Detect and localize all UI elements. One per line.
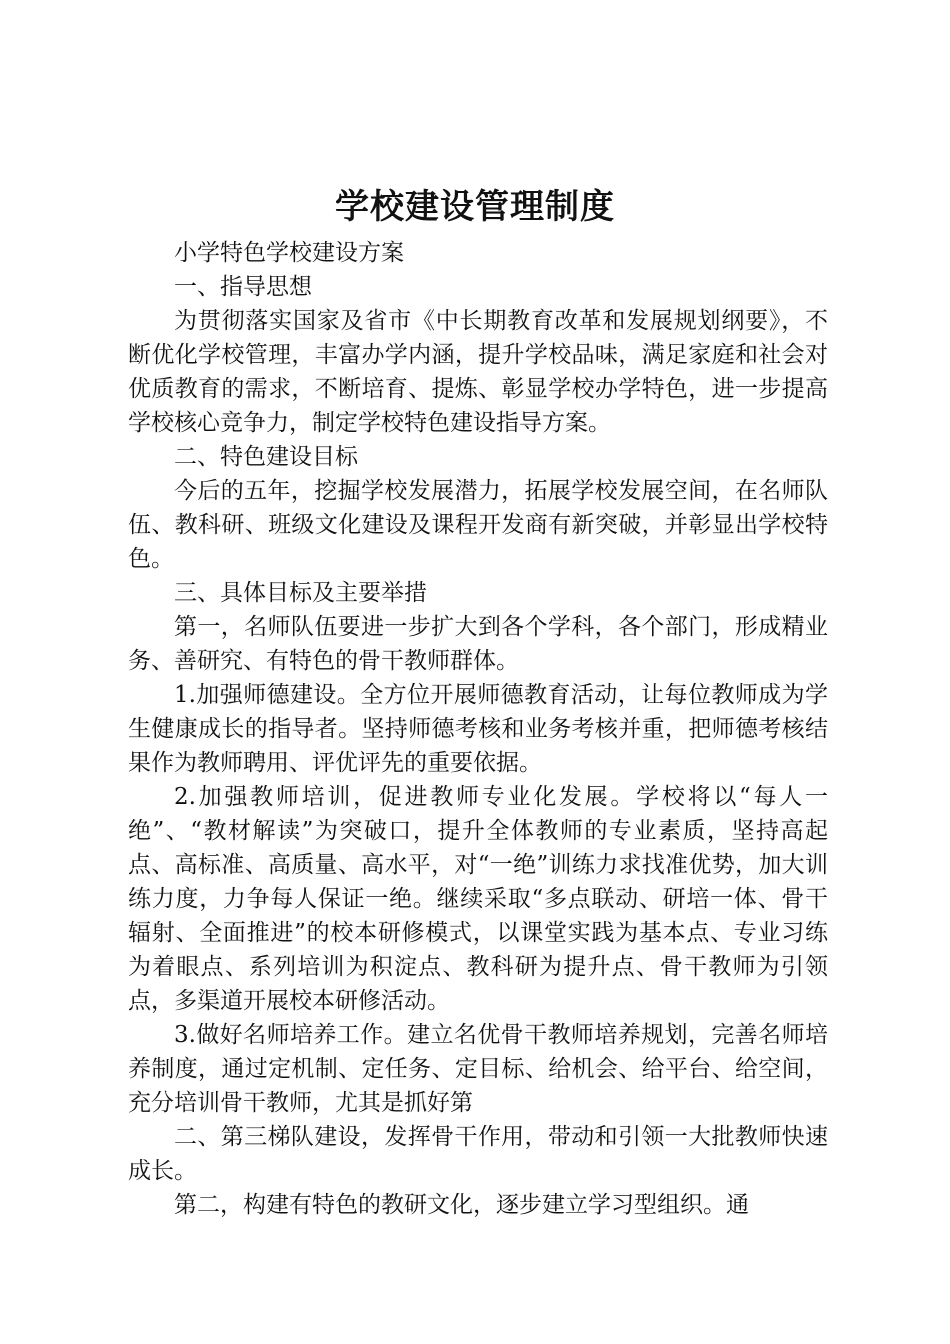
paragraph-item-1: 1.加强师德建设。全方位开展师德教育活动，让每位教师成为学生健康成长的指导者。坚持师德考核和业务考核并重，把师德考核结果作为教师聘用、评优评先的重要依据。: [128, 682, 828, 776]
paragraph-second-measure: 第二，构建有特色的教研文化，逐步建立学习型组织。通: [174, 1192, 749, 1218]
section-heading-goals: 二、特色建设目标: [174, 444, 358, 470]
paragraph-goals: 今后的五年，挖掘学校发展潜力，拓展学校发展空间，在名师队伍、教科研、班级文化建设及课程开发商有新突破，并彰显出学校特色。: [128, 478, 828, 572]
section-heading-guiding-thought: 一、指导思想: [174, 274, 312, 300]
paragraph-item-2: 2.加强教师培训，促进教师专业化发展。学校将以“每人一绝”、“教材解读”为突破口，提升全体教师的专业素质，坚持高起点、高标准、高质量、高水平，对“一绝”训练力求找准优势，加大训练力度，力争每人保证一绝。继续采取“多点联动、研培一体、骨干辐射、全面推进”的校本研修模式，以课堂实践为基本点、专业习练为着眼点、系列培训为积淀点、教科研为提升点、骨干教师为引领点，多渠道开展校本研修活动。: [128, 784, 828, 1014]
document-body: [128, 236, 828, 1222]
section-heading-measures: 三、具体目标及主要举措: [174, 580, 427, 606]
paragraph-echelon: 二、第三梯队建设，发挥骨干作用，带动和引领一大批教师快速成长。: [128, 1124, 828, 1184]
paragraph-item-3: 3.做好名师培养工作。建立名优骨干教师培养规划，完善名师培养制度，通过定机制、定任务、定目标、给机会、给平台、给空间，充分培训骨干教师，尤其是抓好第: [128, 1022, 828, 1116]
doc-subtitle: 小学特色学校建设方案: [174, 240, 404, 266]
paragraph-first-measure: 第一，名师队伍要进一步扩大到各个学科，各个部门，形成精业务、善研究、有特色的骨干教师群体。: [128, 614, 828, 674]
document-title: 学校建设管理制度: [335, 187, 615, 227]
paragraph-guiding-thought: 为贯彻落实国家及省市《中长期教育改革和发展规划纲要》，不断优化学校管理，丰富办学内涵，提升学校品味，满足家庭和社会对优质教育的需求，不断培育、提炼、彰显学校办学特色，进一步提高学校核心竞争力，制定学校特色建设指导方案。: [128, 308, 828, 436]
